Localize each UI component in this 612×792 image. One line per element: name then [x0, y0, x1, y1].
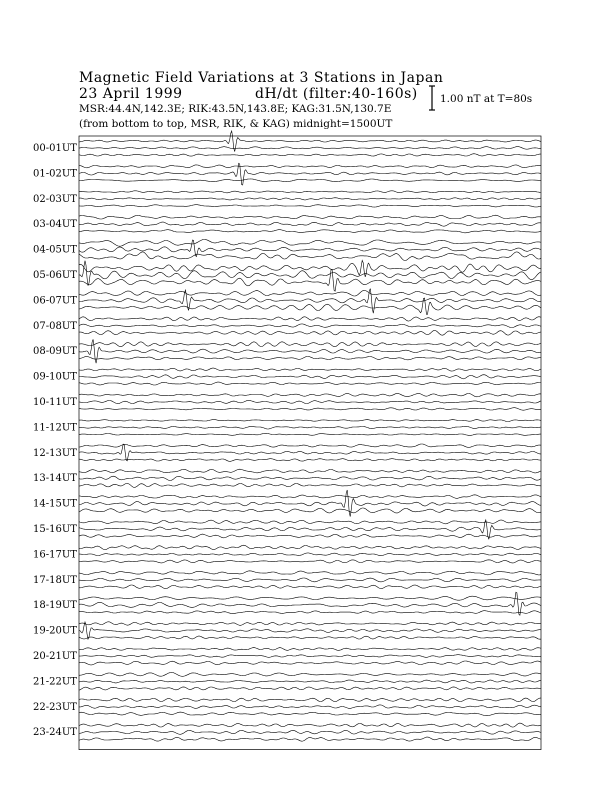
trace-msr-row-2: [79, 205, 541, 207]
date-label: 23 April 1999: [79, 86, 183, 102]
quantity-label: dH/dt (filter:40-160s): [255, 86, 418, 102]
trace-msr-row-22: [79, 712, 541, 716]
row-label: 16-17UT: [33, 549, 77, 561]
trace-kag-row-7: [79, 317, 541, 321]
trace-kag-row-22: [79, 698, 541, 702]
trace-msr-row-7: [79, 330, 541, 335]
trace-rik-row-18: [79, 592, 541, 615]
row-label: 13-14UT: [33, 473, 77, 485]
trace-rik-row-10: [79, 400, 541, 403]
trace-rik-row-17: [79, 578, 541, 582]
trace-msr-row-9: [79, 382, 541, 385]
trace-msr-row-5: [79, 269, 541, 291]
stations-note: (from bottom to top, MSR, RIK, & KAG) midnight=1500UT: [79, 118, 393, 130]
stations-info: MSR:44.4N,142.3E; RIK:43.5N,143.8E; KAG:31.5N,130.7E: [79, 103, 392, 115]
trace-kag-row-9: [79, 368, 541, 371]
trace-kag-row-0: [79, 131, 541, 152]
trace-kag-row-11: [79, 420, 541, 422]
trace-msr-row-23: [79, 737, 541, 741]
trace-msr-row-10: [79, 408, 541, 411]
row-label: 23-24UT: [33, 727, 77, 739]
trace-rik-row-4: [79, 240, 541, 257]
row-label: 05-06UT: [33, 270, 77, 281]
row-label: 02-03UT: [33, 193, 77, 205]
trace-rik-row-9: [79, 375, 541, 379]
trace-msr-row-16: [79, 560, 541, 563]
trace-kag-row-20: [79, 648, 541, 651]
trace-kag-row-2: [79, 191, 541, 193]
row-label: 20-21UT: [33, 651, 77, 662]
trace-rik-row-8: [79, 339, 541, 363]
trace-kag-row-17: [79, 571, 541, 575]
trace-rik-row-20: [79, 655, 541, 658]
row-label: 06-07UT: [33, 295, 77, 307]
trace-kag-row-16: [79, 545, 541, 549]
row-label: 17-18UT: [33, 574, 77, 586]
trace-rik-row-16: [79, 553, 541, 556]
trace-kag-row-1: [79, 165, 541, 168]
trace-msr-row-14: [79, 508, 541, 513]
trace-kag-row-21: [79, 672, 541, 676]
row-label: 22-23UT: [33, 701, 77, 713]
scale-bar-label: 1.00 nT at T=80s: [440, 93, 533, 105]
chart-title: Magnetic Field Variations at 3 Stations in Japan: [79, 70, 444, 86]
row-label: 03-04UT: [33, 219, 77, 231]
row-label: 18-19UT: [33, 600, 77, 612]
row-label: 15-16UT: [33, 524, 77, 535]
trace-rik-row-23: [79, 730, 541, 734]
trace-kag-row-8: [79, 342, 541, 347]
row-label: 04-05UT: [33, 244, 77, 256]
trace-rik-row-3: [79, 222, 541, 226]
row-label: 10-11UT: [33, 397, 77, 408]
trace-rik-row-14: [79, 490, 541, 517]
trace-msr-row-0: [79, 154, 541, 156]
trace-msr-row-1: [79, 179, 541, 182]
trace-kag-row-14: [79, 495, 541, 499]
row-labels: [33, 143, 77, 738]
trace-kag-row-15: [79, 520, 541, 524]
trace-rik-row-13: [79, 476, 541, 480]
trace-rik-row-2: [79, 198, 541, 200]
trace-kag-row-3: [79, 215, 541, 219]
trace-rik-row-22: [79, 705, 541, 709]
trace-kag-row-12: [79, 444, 541, 447]
trace-rik-row-21: [79, 680, 541, 683]
trace-kag-row-5: [79, 260, 541, 277]
trace-kag-row-13: [79, 469, 541, 473]
row-label: 12-13UT: [33, 447, 77, 459]
trace-msr-row-4: [79, 252, 541, 261]
trace-msr-row-20: [79, 661, 541, 665]
trace-msr-row-3: [79, 230, 541, 233]
row-label: 14-15UT: [33, 498, 77, 510]
plot-frame: [79, 136, 541, 750]
trace-msr-row-19: [79, 636, 541, 639]
trace-msr-row-11: [79, 433, 541, 435]
row-label: 19-20UT: [33, 625, 77, 637]
trace-kag-row-23: [79, 723, 541, 727]
row-label: 01-02UT: [33, 168, 77, 180]
trace-msr-row-13: [79, 483, 541, 487]
trace-msr-row-15: [79, 534, 541, 538]
traces: [79, 131, 541, 741]
row-label: 07-08UT: [33, 320, 77, 332]
trace-kag-row-18: [79, 596, 541, 600]
trace-msr-row-18: [79, 611, 541, 614]
trace-rik-row-0: [79, 147, 541, 150]
trace-kag-row-19: [79, 622, 541, 626]
trace-msr-row-21: [79, 687, 541, 690]
trace-msr-row-12: [79, 459, 541, 462]
row-label: 00-01UT: [33, 143, 77, 154]
row-label: 11-12UT: [33, 422, 77, 434]
row-label: 09-10UT: [33, 371, 77, 383]
trace-rik-row-11: [79, 426, 541, 429]
trace-kag-row-4: [79, 240, 541, 247]
trace-msr-row-8: [79, 357, 541, 360]
row-label: 08-09UT: [33, 346, 77, 358]
row-label: 21-22UT: [33, 676, 77, 688]
trace-kag-row-6: [79, 290, 541, 296]
trace-rik-row-7: [79, 324, 541, 328]
trace-kag-row-10: [79, 394, 541, 397]
trace-msr-row-17: [79, 585, 541, 589]
